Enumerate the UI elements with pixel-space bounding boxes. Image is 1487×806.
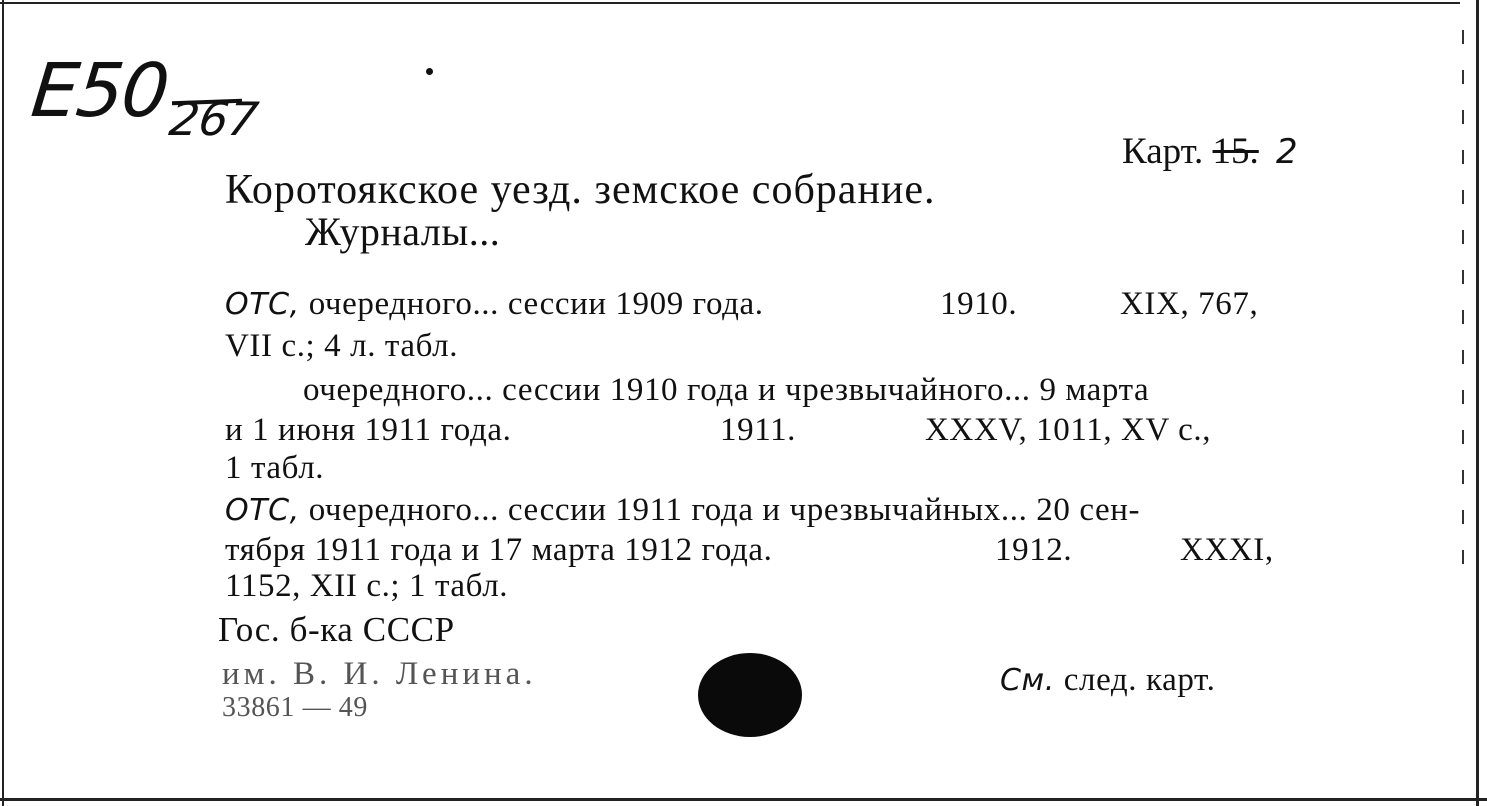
entry-3-line-3: 1152, XII с.; 1 табл.	[225, 568, 509, 604]
entry-3-pages: XXXI,	[1180, 532, 1274, 568]
library-line-1: Гос. б-ка СССР	[218, 610, 455, 649]
entry-1-pages: XIX, 767,	[1120, 286, 1259, 322]
card-subheading: Журналы...	[305, 209, 501, 254]
entry-1-line-1	[225, 286, 764, 323]
entry-3-year: 1912.	[995, 532, 1073, 568]
card-number-handwritten: 2	[1276, 132, 1298, 172]
see-next-hand: См.	[1000, 663, 1055, 698]
card-border-top	[0, 2, 1460, 4]
card-border-right	[1476, 0, 1479, 806]
ink-dot	[426, 68, 433, 75]
card-number	[1122, 130, 1298, 173]
entry-2-text: и 1 июня 1911 года.	[225, 412, 512, 448]
library-line-3: 33861 — 49	[222, 692, 368, 723]
entry-2-line-1: очередного... сессии 1910 года и чрезвычайного... 9 марта	[303, 372, 1150, 408]
punch-hole	[698, 653, 802, 737]
card-border-bottom	[0, 798, 1487, 801]
entry-1-line-2: VII с.; 4 л. табл.	[225, 328, 459, 364]
entry-3-mark: ОТС,	[225, 493, 300, 528]
shelfmark-sub: 267	[166, 92, 262, 146]
see-next-text: след. карт.	[1063, 662, 1216, 698]
card-heading: Коротоякское уезд. земское собрание.	[225, 167, 936, 213]
entry-3-text: очередного... сессии 1911 года и чрезвычайных... 20 сен-	[308, 492, 1141, 528]
entry-1-text: очередного... сессии 1909 года.	[308, 286, 764, 322]
entry-1-mark: ОТС,	[225, 287, 300, 322]
library-line-2: им. В. И. Ленина.	[222, 656, 537, 692]
shelfmark-main: E50	[27, 48, 172, 134]
card-number-struck: 15.	[1212, 131, 1259, 172]
entry-3-line-2: тября 1911 года и 17 марта 1912 года.	[225, 532, 773, 568]
see-next-card	[1000, 662, 1215, 699]
entry-2-year: 1911.	[720, 412, 797, 448]
entry-3-line-1	[225, 492, 1140, 529]
entry-1-year: 1910.	[940, 286, 1018, 322]
card-border-left	[2, 0, 4, 806]
card-border-right-inner	[1462, 30, 1464, 590]
entry-2-line-3: 1 табл.	[225, 450, 325, 486]
entry-2-pages: XXXV, 1011, XV с.,	[925, 412, 1212, 448]
card-number-label: Карт.	[1122, 131, 1204, 172]
